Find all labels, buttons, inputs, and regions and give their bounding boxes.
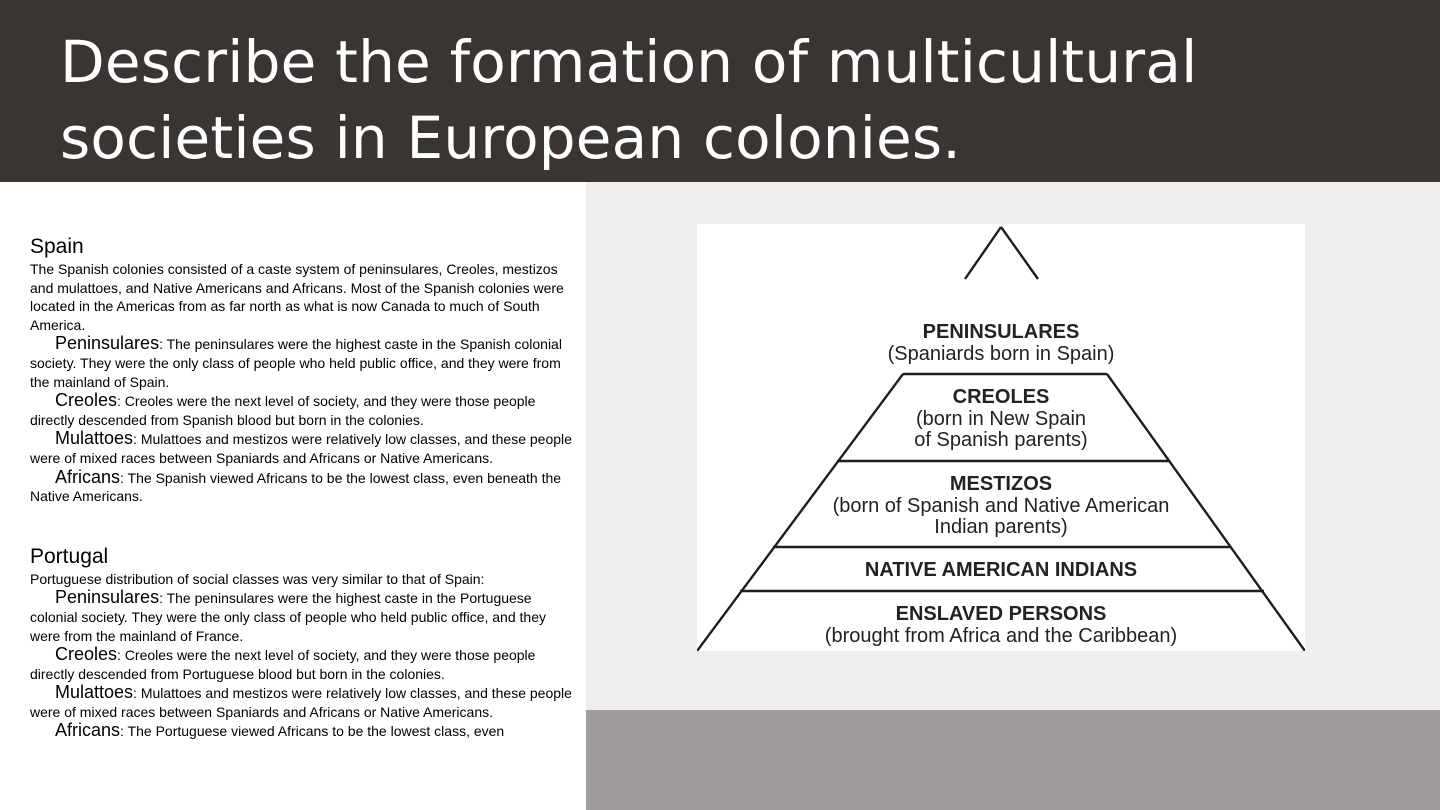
item-text: : The peninsulares were the highest caste in the Portuguese colonial society. They were the only class of people who held public office, and they were from the mainland of France. xyxy=(30,590,546,644)
spain-item-creoles xyxy=(30,391,575,429)
tier-mestizos-desc-2: Indian parents) xyxy=(934,516,1068,538)
portugal-intro: Portuguese distribution of social classes was very similar to that of Spain: xyxy=(30,570,485,587)
pyramid-apex-left-edge xyxy=(965,227,1001,279)
item-text: : Creoles were the next level of society, and they were those people directly descended from Spanish blood but born in the colonies. xyxy=(30,393,536,428)
social-pyramid-diagram xyxy=(697,224,1305,651)
tier-native-american-indians-name: NATIVE AMERICAN INDIANS xyxy=(864,559,1138,581)
right-panel-footer xyxy=(586,710,1440,810)
portugal-item-africans xyxy=(30,721,575,741)
slide-title: Describe the formation of multicultural societies in European colonies. xyxy=(60,28,1198,172)
item-term: Africans xyxy=(55,466,121,487)
tier-creoles-desc-1: (born in New Spain xyxy=(915,408,1087,430)
spain-intro: The Spanish colonies consisted of a caste system of peninsulares, Creoles, mestizos and mulattoes, and Native Americans and Africans. Most of the Spanish colonies were located in the Americas from as far north as what is now Canada to much of South America. xyxy=(30,261,564,333)
pyramid-svg xyxy=(697,224,1305,651)
tier-peninsulares-name: PENINSULARES xyxy=(922,321,1080,343)
portugal-item-peninsulares xyxy=(30,588,575,645)
body-text xyxy=(30,234,575,741)
item-term: Creoles xyxy=(55,644,118,665)
item-text: : Creoles were the next level of society, and they were those people directly descended from Portuguese blood but born in the colonies. xyxy=(30,647,536,682)
item-term: Mulattoes xyxy=(55,682,134,703)
spain-heading: Spain xyxy=(30,235,84,258)
item-term: Creoles xyxy=(55,390,118,411)
tier-enslaved-persons-name: ENSLAVED PERSONS xyxy=(895,603,1107,625)
portugal-item-creoles xyxy=(30,645,575,683)
portugal-item-mulattoes xyxy=(30,683,575,721)
pyramid-apex-right-edge xyxy=(1001,227,1038,279)
tier-enslaved-persons-desc: (brought from Africa and the Caribbean) xyxy=(824,625,1178,647)
item-term: Mulattoes xyxy=(55,428,134,449)
title-bar xyxy=(0,0,1440,182)
item-term: Peninsulares xyxy=(55,587,160,608)
portugal-heading: Portugal xyxy=(30,544,109,568)
tier-peninsulares-desc: (Spaniards born in Spain) xyxy=(887,343,1115,365)
item-text: : The Portuguese viewed Africans to be the lowest class, even xyxy=(120,723,505,740)
spain-item-peninsulares xyxy=(30,334,575,391)
spain-item-mulattoes xyxy=(30,429,575,467)
tier-creoles-name: CREOLES xyxy=(952,386,1050,408)
item-text: : The Spanish viewed Africans to be the lowest class, even beneath the Native Americans. xyxy=(30,469,562,505)
tier-creoles-desc-2: of Spanish parents) xyxy=(914,429,1088,451)
item-text: : Mulattoes and mestizos were relatively low classes, and these people were of mixed races between Spaniards and Africans or Native Americans. xyxy=(30,431,572,466)
section-spacer xyxy=(30,506,575,544)
item-text: : The peninsulares were the highest caste in the Spanish colonial society. They were the only class of people who held public office, and they were from the mainland of Spain. xyxy=(30,336,562,390)
tier-mestizos-desc-1: (born of Spanish and Native American xyxy=(832,495,1170,517)
spain-item-africans xyxy=(30,468,575,506)
item-term: Africans xyxy=(55,720,121,741)
item-term: Peninsulares xyxy=(55,333,160,354)
item-text: : Mulattoes and mestizos were relatively low classes, and these people were of mixed races between Spaniards and Africans or Native Americans. xyxy=(30,685,572,720)
tier-mestizos-name: MESTIZOS xyxy=(949,473,1053,495)
